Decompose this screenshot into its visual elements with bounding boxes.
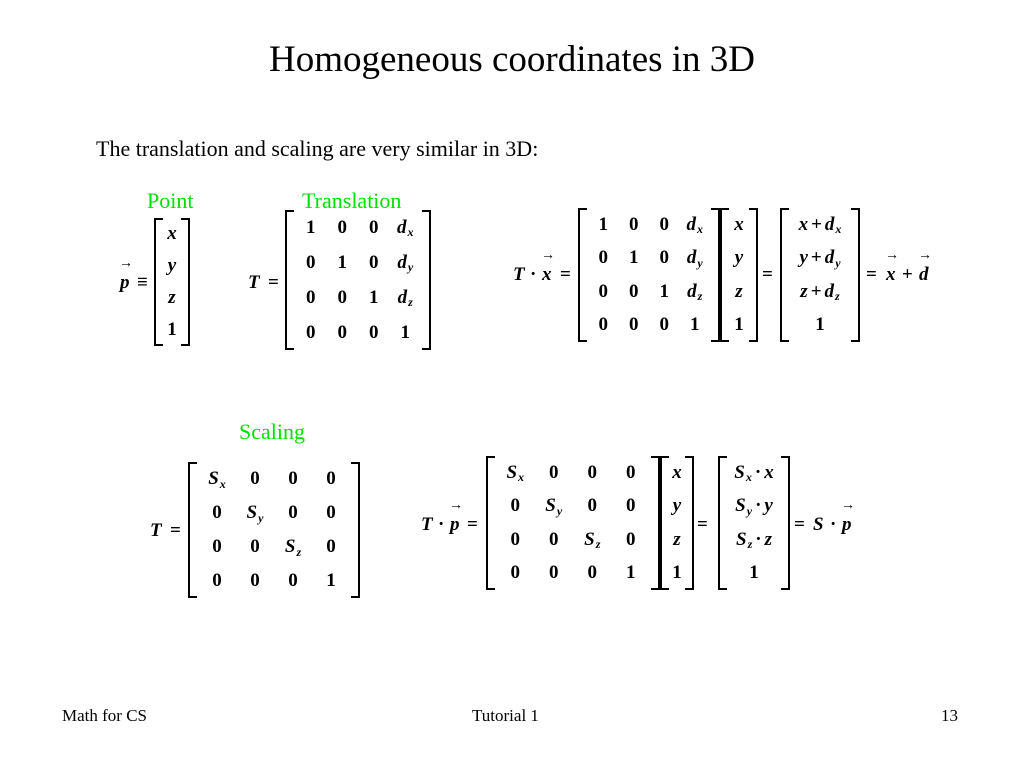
left-bracket (285, 210, 294, 350)
math-number: 0 (626, 461, 636, 483)
matrix-cell (680, 242, 711, 276)
translation-matrix (285, 210, 431, 350)
matrix-cell (730, 275, 748, 309)
math-number: 0 (510, 495, 520, 517)
vector-d-symbol: → d (918, 248, 932, 285)
dot-operator: · (830, 514, 837, 535)
math-variable: S (584, 528, 595, 550)
math-variable: x (672, 461, 682, 483)
math-number: 0 (510, 562, 520, 584)
left-bracket (578, 208, 587, 342)
right-bracket (651, 456, 660, 590)
math-variable: S (208, 468, 219, 489)
matrix-cell (588, 242, 619, 276)
math-variable: d (686, 247, 697, 269)
math-number: 0 (250, 536, 260, 557)
matrix-cell (274, 564, 312, 598)
equals-sign: = (560, 264, 571, 285)
math-number: 0 (598, 247, 608, 269)
math-operator: + (810, 247, 822, 269)
math-variable: x (798, 213, 809, 235)
vector-arrow-icon: → (841, 498, 855, 513)
vector-arrow-icon: → (918, 248, 932, 263)
matrix-cell (327, 245, 359, 280)
subscript: z (835, 289, 840, 304)
left-bracket (154, 218, 163, 346)
math-number: 0 (326, 536, 336, 557)
math-operator: + (810, 280, 822, 302)
label-scaling: Scaling (239, 419, 305, 444)
matrix-cell (680, 208, 711, 242)
matrix-cell (588, 275, 619, 309)
math-variable: x (764, 461, 774, 483)
left-bracket (718, 456, 727, 590)
math-number: 1 (337, 251, 347, 273)
matrix-cell (573, 490, 612, 524)
scaling-matrix-product (486, 456, 660, 590)
matrix-cell (496, 523, 535, 557)
matrix-cell (164, 250, 180, 282)
matrix-cell (535, 557, 574, 591)
math-number: 1 (815, 314, 825, 336)
math-variable: z (764, 528, 772, 550)
math-number: 0 (288, 570, 298, 591)
matrix-cell (790, 208, 850, 242)
matrix-cell (198, 564, 236, 598)
matrix-cell (236, 564, 274, 598)
intro-text: The translation and scaling are very similar in 3D: (96, 136, 539, 161)
math-variable: S (506, 461, 518, 483)
subscript: z (697, 289, 703, 304)
vector-x-symbol: → x (885, 248, 899, 285)
matrix-cell (295, 280, 327, 315)
math-variable: d (397, 286, 408, 308)
matrix-cell (619, 275, 650, 309)
math-number: 0 (659, 213, 669, 235)
equals-sign: = (467, 514, 478, 535)
right-bracket (711, 208, 720, 342)
matrix-cell (670, 557, 684, 591)
footer-course: Math for CS (62, 706, 147, 725)
math-number: 0 (337, 321, 347, 343)
matrix-cells (496, 456, 650, 590)
matrix-cell (790, 309, 850, 343)
math-number: 0 (288, 468, 298, 489)
matrix-cell (728, 456, 780, 490)
math-number: 0 (549, 562, 559, 584)
matrix-cell (730, 309, 748, 343)
math-number: 0 (212, 570, 222, 591)
math-number: 1 (598, 213, 608, 235)
math-number: 1 (167, 319, 177, 340)
matrix-cell (390, 315, 422, 350)
equals-sign: = (794, 514, 805, 535)
math-variable: S (284, 536, 296, 557)
matrix-cell (274, 496, 312, 530)
math-number: 0 (337, 216, 347, 238)
right-bracket (685, 456, 694, 590)
matrix-cell (670, 523, 684, 557)
matrix-cell (496, 490, 535, 524)
math-number: 1 (306, 216, 316, 238)
subscript: z (595, 537, 601, 552)
vector-p-symbol: → p (119, 256, 133, 293)
math-variable: z (735, 280, 743, 302)
left-bracket (486, 456, 495, 590)
matrix-cell (619, 309, 650, 343)
math-number: 1 (629, 247, 639, 269)
left-bracket (188, 462, 197, 598)
math-variable: d (686, 213, 696, 235)
matrix-cell (327, 315, 359, 350)
T-symbol: T (248, 272, 260, 293)
math-variable: z (673, 528, 681, 550)
matrix-cell (573, 523, 612, 557)
math-number: 0 (659, 247, 669, 269)
matrix-cells (730, 208, 748, 342)
subscript: z (747, 537, 753, 552)
math-variable: d (824, 213, 835, 235)
math-variable: S (734, 461, 745, 483)
math-variable: d (397, 251, 407, 273)
matrix-cell (649, 309, 680, 343)
right-bracket (781, 456, 790, 590)
matrix-cell (730, 242, 748, 276)
label-translation: Translation (302, 188, 402, 213)
matrix-cell (274, 462, 312, 496)
math-number: 0 (288, 502, 298, 523)
math-number: 0 (337, 286, 347, 308)
matrix-cell (670, 490, 684, 524)
right-bracket (749, 208, 758, 342)
math-variable: z (168, 287, 176, 308)
S-symbol: S (813, 514, 824, 535)
scaling-matrix (188, 462, 360, 598)
subscript: y (556, 503, 563, 518)
matrix-cell (164, 282, 180, 314)
math-variable: x (734, 213, 744, 235)
T-symbol: T (513, 264, 525, 285)
scaling-result (718, 456, 790, 590)
matrix-cell (198, 496, 236, 530)
math-operator: · (755, 528, 762, 550)
math-number: 1 (369, 286, 379, 308)
matrix-cell (730, 208, 748, 242)
matrix-cells (790, 208, 850, 342)
math-number: 0 (549, 528, 559, 550)
label-point: Point (147, 188, 194, 213)
matrix-cells (295, 210, 421, 350)
matrix-cell (728, 557, 780, 591)
plus-sign: + (902, 264, 913, 285)
equals-sign: = (170, 520, 181, 541)
translation-matrix-product (578, 208, 720, 342)
matrix-cell (358, 315, 390, 350)
matrix-cell (312, 564, 350, 598)
math-variable: S (545, 495, 556, 517)
matrix-cell (236, 462, 274, 496)
math-variable: d (824, 280, 835, 302)
math-variable: y (764, 495, 773, 517)
right-bracket (351, 462, 360, 598)
matrix-cell (496, 456, 535, 490)
math-variable: S (246, 502, 258, 523)
matrix-cells (164, 218, 180, 346)
math-number: 0 (549, 461, 559, 483)
math-number: 0 (369, 251, 379, 273)
math-number: 0 (306, 286, 316, 308)
matrix-cell (612, 557, 651, 591)
matrix-cell (535, 523, 574, 557)
subscript: x (407, 225, 414, 239)
subscript: y (746, 503, 753, 518)
vector-p-symbol: → p (449, 498, 463, 535)
math-number: 0 (326, 468, 336, 489)
vector-p-symbol: → p (841, 498, 855, 535)
matrix-cell (295, 245, 327, 280)
point-vector (154, 218, 190, 346)
math-number: 0 (326, 502, 336, 523)
matrix-cell (312, 496, 350, 530)
matrix-cell (198, 462, 236, 496)
matrix-cell (649, 275, 680, 309)
math-number: 0 (629, 280, 639, 302)
translation-result (780, 208, 860, 342)
matrix-cell (358, 210, 390, 245)
matrix-cell (619, 242, 650, 276)
matrix-cell (588, 309, 619, 343)
right-bracket (851, 208, 860, 342)
matrix-cell (312, 462, 350, 496)
matrix-cell (573, 557, 612, 591)
matrix-cell (390, 245, 422, 280)
math-number: 1 (326, 570, 336, 591)
math-number: 0 (306, 251, 316, 273)
slide-title: Homogeneous coordinates in 3D (268, 39, 756, 80)
matrix-cell (728, 523, 780, 557)
matrix-cells (728, 456, 780, 590)
matrix-cell (680, 275, 711, 309)
math-variable: x (167, 223, 177, 244)
matrix-cell (236, 530, 274, 564)
math-number: 1 (672, 562, 682, 584)
math-number: 1 (659, 280, 669, 302)
math-number: 0 (629, 213, 639, 235)
math-number: 0 (250, 570, 260, 591)
matrix-cell (295, 315, 327, 350)
matrix-cells (588, 208, 710, 342)
subscript: x (219, 476, 226, 491)
math-operator: + (811, 213, 822, 235)
matrix-cell (164, 218, 180, 250)
dot-operator: · (530, 264, 537, 285)
math-number: 0 (659, 314, 669, 336)
matrix-cells (670, 456, 684, 590)
math-number: 0 (587, 562, 597, 584)
matrix-cell (649, 242, 680, 276)
subscript: x (697, 222, 703, 237)
equiv-sign: ≡ (137, 272, 148, 293)
matrix-cell (236, 496, 274, 530)
math-number: 0 (598, 314, 608, 336)
matrix-cell (327, 280, 359, 315)
left-bracket (780, 208, 789, 342)
equals-sign: = (268, 272, 279, 293)
T-symbol: T (421, 514, 433, 535)
math-number: 0 (629, 314, 639, 336)
vector-arrow-icon: → (541, 248, 555, 263)
equals-sign: = (697, 514, 708, 535)
math-number: 0 (626, 528, 636, 550)
math-number: 0 (212, 536, 222, 557)
math-variable: d (397, 216, 407, 238)
math-number: 0 (212, 502, 222, 523)
footer-page-number: 13 (941, 706, 958, 725)
math-variable: y (672, 495, 682, 517)
math-number: 0 (587, 461, 597, 483)
matrix-cell (612, 490, 651, 524)
math-variable: S (735, 495, 746, 517)
footer-tutorial: Tutorial 1 (472, 706, 539, 725)
math-variable: z (800, 280, 808, 302)
matrix-cell (327, 210, 359, 245)
matrix-cell (312, 530, 350, 564)
matrix-cell (612, 523, 651, 557)
matrix-cells (198, 462, 350, 598)
right-bracket (181, 218, 190, 346)
matrix-cell (790, 275, 850, 309)
subscript: y (835, 255, 841, 270)
left-bracket (660, 456, 669, 590)
math-number: 1 (626, 562, 636, 584)
math-number: 0 (306, 321, 316, 343)
matrix-cell (535, 456, 574, 490)
math-number: 0 (626, 495, 636, 517)
matrix-cell (274, 530, 312, 564)
matrix-cell (496, 557, 535, 591)
subscript: x (518, 470, 525, 485)
matrix-cell (790, 242, 850, 276)
subscript: y (407, 260, 414, 274)
scaling-vector (660, 456, 694, 590)
math-number: 1 (734, 314, 744, 336)
translation-vector (720, 208, 758, 342)
math-variable: y (799, 247, 808, 269)
matrix-cell (573, 456, 612, 490)
equals-sign: = (866, 264, 877, 285)
math-number: 0 (250, 468, 260, 489)
T-symbol: T (150, 520, 162, 541)
subscript: x (835, 222, 842, 237)
matrix-cell (390, 210, 422, 245)
matrix-cell (535, 490, 574, 524)
matrix-cell (649, 208, 680, 242)
math-number: 0 (369, 216, 379, 238)
subscript: y (258, 510, 264, 525)
subscript: x (745, 470, 752, 485)
matrix-cell (619, 208, 650, 242)
math-variable: y (734, 247, 744, 269)
math-number: 0 (598, 280, 608, 302)
math-number: 0 (587, 495, 597, 517)
vector-arrow-icon: → (449, 498, 463, 513)
math-operator: · (755, 495, 762, 517)
matrix-cell (164, 314, 180, 346)
math-variable: d (687, 280, 697, 302)
equals-sign: = (762, 264, 773, 285)
matrix-cell (588, 208, 619, 242)
left-bracket (720, 208, 729, 342)
subscript: z (296, 544, 302, 559)
math-operator: · (754, 461, 762, 483)
math-variable: d (824, 247, 835, 269)
vector-arrow-icon: → (119, 256, 133, 271)
matrix-cell (198, 530, 236, 564)
dot-operator: · (438, 514, 445, 535)
math-variable: S (736, 528, 747, 550)
matrix-cell (295, 210, 327, 245)
math-number: 0 (369, 321, 379, 343)
math-number: 0 (510, 528, 520, 550)
matrix-cell (612, 456, 651, 490)
subscript: y (697, 255, 703, 270)
matrix-cell (728, 490, 780, 524)
matrix-cell (358, 245, 390, 280)
math-number: 1 (690, 314, 700, 336)
right-bracket (422, 210, 431, 350)
matrix-cell (358, 280, 390, 315)
matrix-cell (680, 309, 711, 343)
matrix-cell (390, 280, 422, 315)
vector-arrow-icon: → (885, 248, 899, 263)
matrix-cell (670, 456, 684, 490)
math-number: 1 (400, 321, 410, 343)
math-number: 1 (749, 562, 759, 584)
subscript: z (408, 295, 413, 309)
vector-x-symbol: → x (541, 248, 555, 285)
math-variable: y (167, 255, 177, 276)
